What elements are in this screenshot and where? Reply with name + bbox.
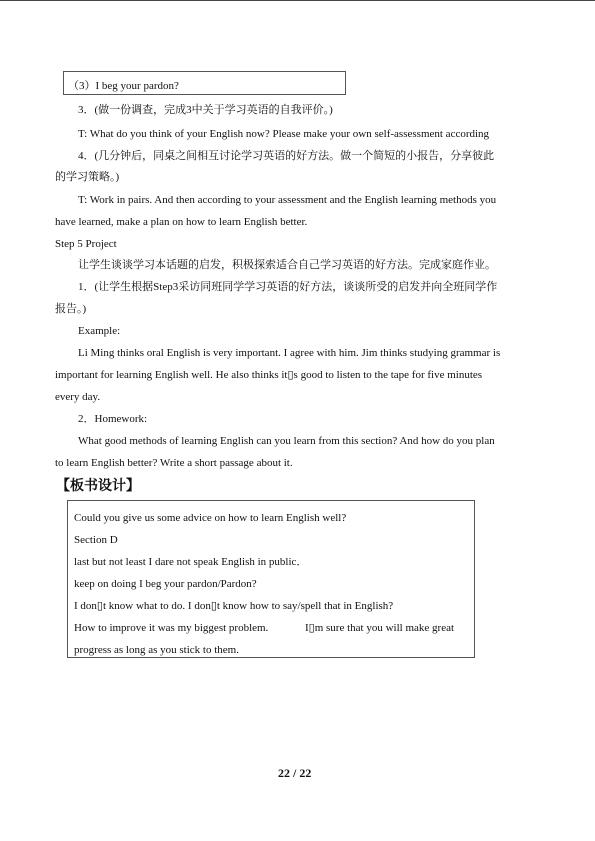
board-line-4: keep on doing I beg your pardon/Pardon? — [74, 578, 257, 590]
board-line-7: progress as long as you stick to them. — [74, 644, 239, 656]
board-line-6a: How to improve it was my biggest problem. — [74, 622, 269, 634]
step5-intro: 让学生谈谈学习本话题的启发，积极探索适合自己学习英语的好方法。完成家庭作业。 — [78, 259, 496, 271]
board-line-1: Could you give us some advice on how to learn English well? — [74, 512, 347, 524]
top-rule — [0, 0, 595, 1]
step5-item-1-a: 1．(让学生根据Step3采访同班同学学习英语的好方法，谈谈所受的启发并向全班同学作 — [78, 281, 498, 293]
homework-line-2: to learn English better? Write a short passage about it. — [55, 457, 293, 469]
board-design-box — [67, 500, 475, 658]
step5-title: Step 5 Project — [55, 238, 117, 250]
example-line-1: Li Ming thinks oral English is very important. I agree with him. Jim thinks studying grammar is — [78, 347, 501, 359]
item-4-teacher-2: have learned, make a plan on how to learn English better. — [55, 216, 308, 228]
example-line-2: important for learning English well. He also thinks it▯s good to listen to the tape for five minutes — [55, 369, 483, 381]
board-line-6b: I▯m sure that you will make great — [305, 622, 455, 634]
step5-item-2: 2．Homework: — [78, 413, 148, 425]
page-number: 22 / 22 — [278, 766, 312, 780]
item-4-b: 的学习策略。) — [55, 171, 120, 183]
step5-item-1-b: 报告。) — [55, 303, 87, 315]
item-3: 3．(做一份调查，完成3中关于学习英语的自我评价。) — [78, 104, 333, 116]
homework-line-1: What good methods of learning English can you learn from this section? And how do you plan — [78, 435, 495, 447]
board-line-5: I don▯t know what to do. I don▯t know how to say/spell that in English? — [74, 600, 394, 612]
item-3-teacher: T: What do you think of your English now? Please make your own self-assessment according — [78, 128, 490, 140]
item-4-teacher-1: T: Work in pairs. And then according to your assessment and the English learning methods you — [78, 194, 497, 206]
board-line-2: Section D — [74, 534, 118, 546]
top-box-text: （3）I beg your pardon? — [68, 80, 179, 92]
board-line-3: last but not least I dare not speak English in public． — [74, 556, 308, 568]
board-design-heading: 【板书设计】 — [56, 479, 140, 494]
item-4-a: 4．(几分钟后，同桌之间相互讨论学习英语的好方法。做一个简短的小报告，分享彼此 — [78, 150, 495, 162]
example-line-3: every day. — [55, 391, 101, 403]
example-label: Example: — [78, 325, 121, 337]
